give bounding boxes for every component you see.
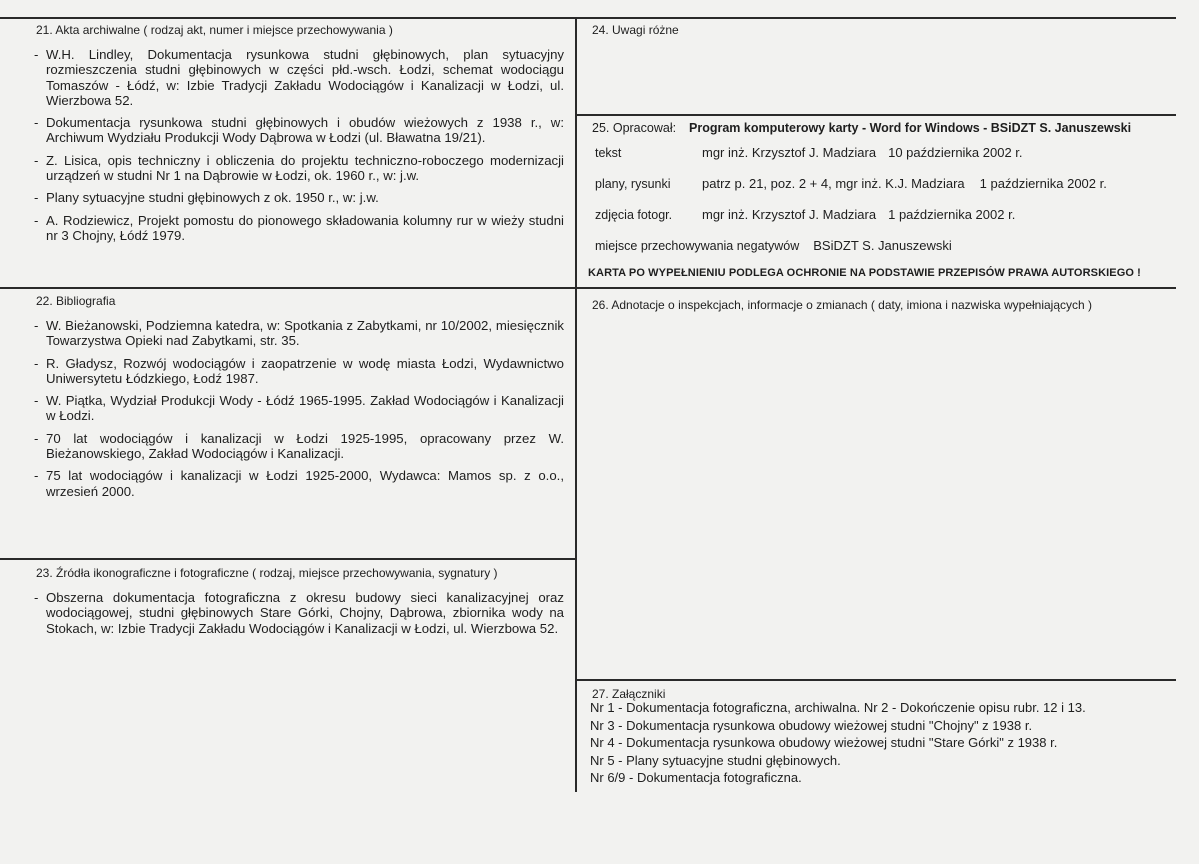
list-item: - Dokumentacja rysunkowa studni głębinowych i obudów wieżowych z 1938 r., w: Archiwum Wydziału Produkcji Wody Dąbrowa w Łodzi (ul. Bławatna 19/21). xyxy=(34,115,564,146)
center-divider xyxy=(575,17,577,792)
section-21-title: 21. Akta archiwalne ( rodzaj akt, numer i miejsce przechowywania ) xyxy=(36,23,393,37)
list-item: - A. Rodziewicz, Projekt pomostu do pionowego składowania kolumny rur w wieży studni nr 3 Chojny, Łódź 1979. xyxy=(34,212,564,243)
copyright-notice: KARTA PO WYPEŁNIENIU PODLEGA OCHRONIE NA PODSTAWIE PRZEPISÓW PRAWA AUTORSKIEGO ! xyxy=(588,267,1141,279)
list-item: - W. Piątka, Wydział Produkcji Wody - Łódź 1965-1995. Zakład Wodociągów i Kanalizacji w Łodzi. xyxy=(34,393,564,424)
section-22-list xyxy=(34,318,564,506)
list-item: Nr 5 - Plany sytuacyjne studni głębinowych. xyxy=(590,752,841,768)
list-item: Nr 4 - Dokumentacja rysunkowa obudowy wieżowej studni "Stare Górki" z 1938 r. xyxy=(590,735,1058,751)
author-row-drawings: plany, rysunki patrz p. 21, poz. 2 + 4, mgr inż. K.J. Madziara 1 października 2002 r. xyxy=(595,176,1107,191)
list-item: - 75 lat wodociągów i kanalizacji w Łodzi 1925-2000, Wydawca: Mamos sp. z o.o., wrzesień 2000. xyxy=(34,468,564,499)
author-row-photos: zdjęcia fotogr. mgr inż. Krzysztof J. Madziara 1 października 2002 r. xyxy=(595,207,1016,222)
list-item: - W. Bieżanowski, Podziemna katedra, w: Spotkania z Zabytkami, nr 10/2002, miesięcznik Towarzystwa Opieki nad Zabytkami, str. 35. xyxy=(34,318,564,349)
list-item: Nr 1 - Dokumentacja fotograficzna, archiwalna. Nr 2 - Dokończenie opisu rubr. 12 i 13. xyxy=(590,700,1086,715)
author-row-text: tekst mgr inż. Krzysztof J. Madziara 10 października 2002 r. xyxy=(595,145,1023,160)
divider-22-23 xyxy=(0,558,576,560)
list-item: - Plany sytuacyjne studni głębinowych z ok. 1950 r., w: j.w. xyxy=(34,190,379,206)
divider-26-27 xyxy=(576,679,1176,681)
section-26-title: 26. Adnotacje o inspekcjach, informacje o zmianach ( daty, imiona i nazwiska wypełniających ) xyxy=(592,298,1093,312)
divider-21-22 xyxy=(0,287,576,289)
list-item: Nr 3 - Dokumentacja rysunkowa obudowy wieżowej studni "Chojny" z 1938 r. xyxy=(590,717,1033,733)
divider-25-26 xyxy=(576,287,1176,289)
section-25-header xyxy=(592,120,1131,135)
top-rule xyxy=(0,17,1176,19)
list-item: Nr 6/9 - Dokumentacja fotograficzna. xyxy=(590,770,802,786)
list-item: - 70 lat wodociągów i kanalizacji w Łodzi 1925-1995, opracowany przez W. Bieżanowskiego, Zakład Wodociągów i Kanalizacji. xyxy=(34,430,564,462)
divider-24-25 xyxy=(576,114,1176,116)
section-27-title: 27. Załączniki xyxy=(592,687,666,701)
list-item: - Z. Lisica, opis techniczny i obliczenia do projektu techniczno-roboczego modernizacji urządzeń w studni Nr 1 na Dąbrowie w Łodzi, ok. 1960 r., w: j.w. xyxy=(34,152,564,184)
list-item: - W.H. Lindley, Dokumentacja rysunkowa studni głębinowych, plan sytuacyjny rozmieszczenia studni głębinowych w części płd.-wsch. Łodzi, schemat wodociągu Tomaszów - Łódź, w: Izbie Tradycji Zakładu Wodociągów i Kanalizacji w Łodzi, ul. Wierzbowa 52. xyxy=(34,47,564,108)
section-25-label: 25. Opracował: xyxy=(592,121,677,135)
list-item: - R. Gładysz, Rozwój wodociągów i zaopatrzenie w wodę miasta Łodzi, Wydawnictwo Uniwersytetu Łódzkiego, Łodź 1987. xyxy=(34,355,564,386)
section-24-title: 24. Uwagi różne xyxy=(592,23,679,37)
section-23-title: 23. Źródła ikonograficzne i fotograficzne ( rodzaj, miejsce przechowywania, sygnatury ) xyxy=(36,566,498,580)
section-23-list xyxy=(34,590,564,643)
negatives-row: miejsce przechowywania negatywów BSiDZT S. Januszewski xyxy=(595,238,952,253)
attachments-list xyxy=(590,699,1086,787)
list-item: - Obszerna dokumentacja fotograficzna z okresu budowy sieci kanalizacyjnej oraz wodociągowej, studni głębinowych Stare Górki, Chojny, Dąbrowa, zbiornika wody na Stokach, w: Izbie Tradycji Zakładu Wodociągów i Kanalizacji w Łodzi, ul. Wierzbowa 52. xyxy=(34,590,564,636)
section-21-list xyxy=(34,47,564,250)
program-info: Program komputerowy karty - Word for Windows - BSiDZT S. Januszewski xyxy=(689,121,1132,135)
section-22-title: 22. Bibliografia xyxy=(36,294,116,308)
